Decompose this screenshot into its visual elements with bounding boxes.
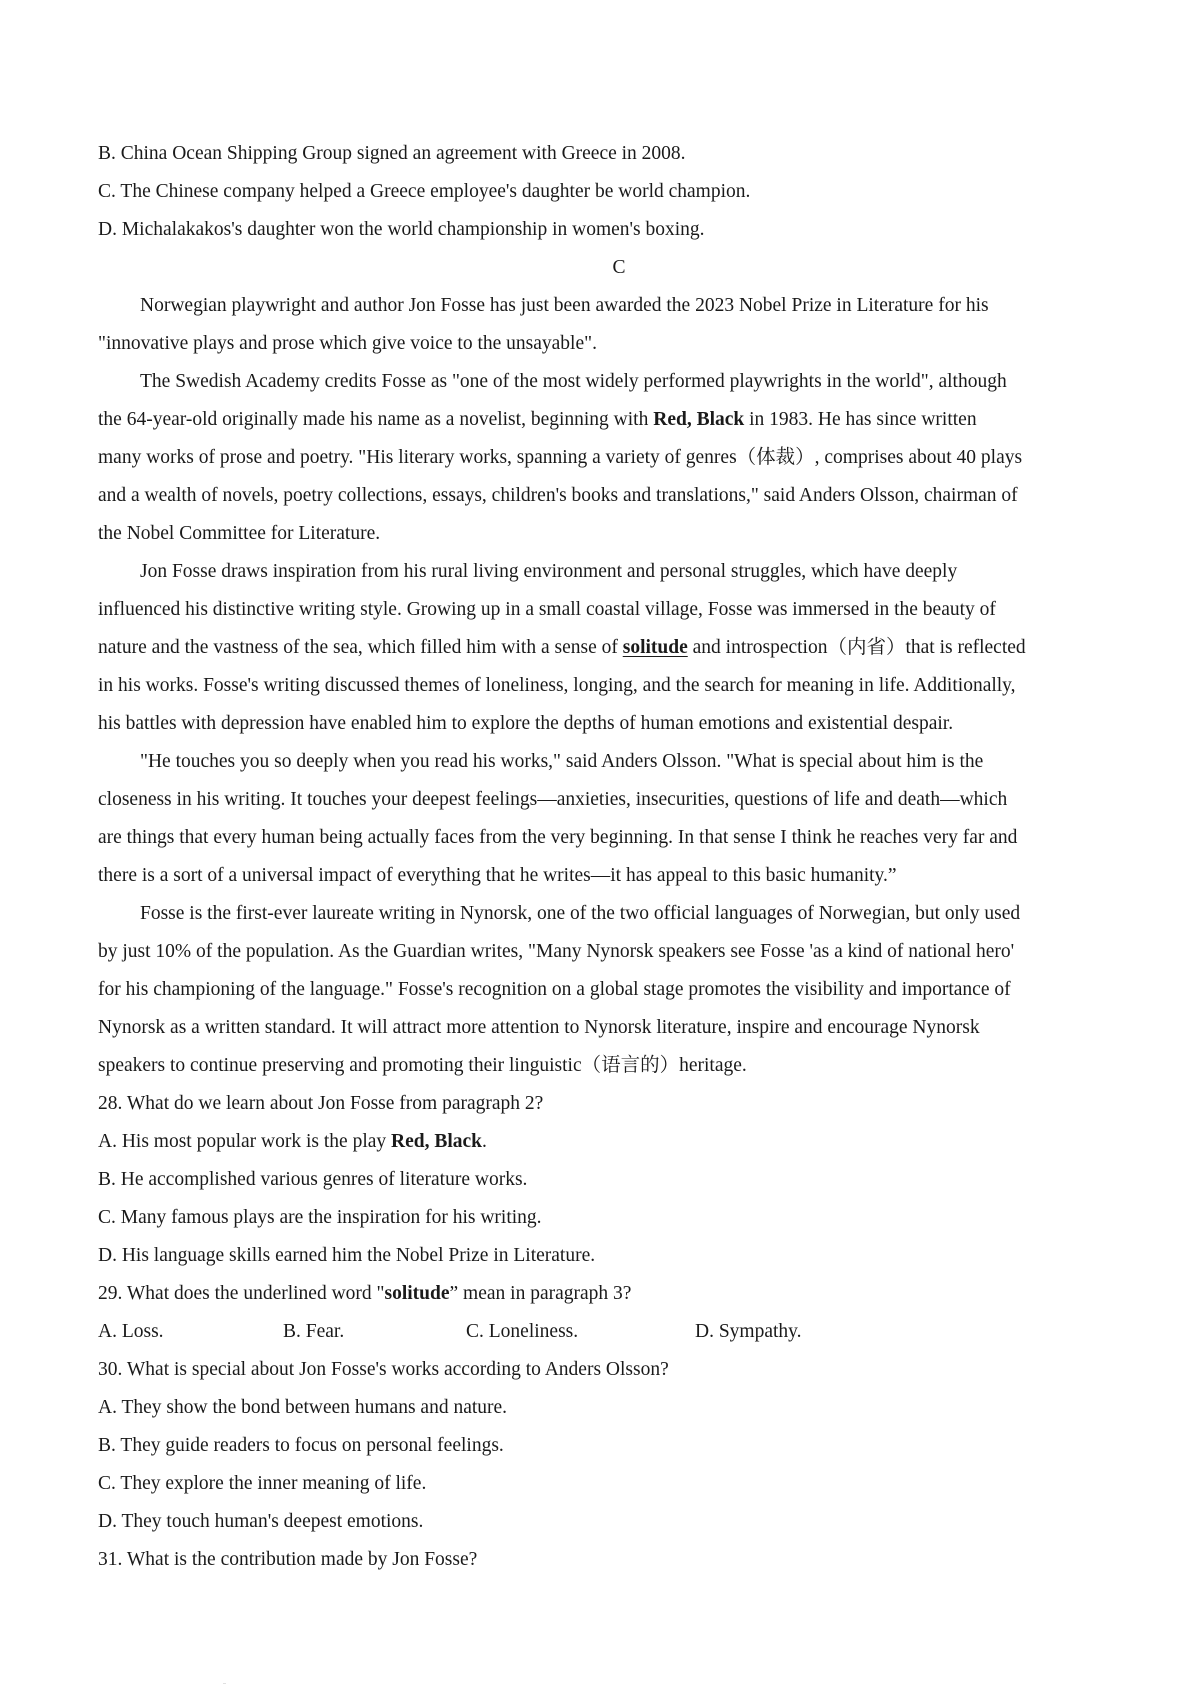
passage-line: "He touches you so deeply when you read his works," said Anders Olsson. "What is special about him is the <box>140 751 984 772</box>
prev-option-c: C. The Chinese company helped a Greece employee's daughter be world champion. <box>98 181 751 202</box>
passage-line: his battles with depression have enabled him to explore the depths of human emotions and existential despair. <box>98 713 954 734</box>
passage-line: Fosse is the first-ever laureate writing in Nynorsk, one of the two official languages of Norwegian, but only used <box>140 903 1021 924</box>
option-c: C. Loneliness. <box>466 1321 579 1342</box>
passage-line <box>98 401 1116 439</box>
book-title-bold: Red, Black <box>653 409 745 430</box>
passage-line: in his works. Fosse's writing discussed themes of loneliness, longing, and the search for meaning in life. Additionally, <box>98 675 1016 696</box>
question-29 <box>98 1275 1116 1351</box>
options-row <box>98 1313 1116 1351</box>
option-a <box>98 1123 1116 1161</box>
question-stem: 28. What do we learn about Jon Fosse from paragraph 2? <box>98 1093 544 1114</box>
option-text: A. His most popular work is the play <box>98 1131 392 1152</box>
passage-text: and introspection（内省）that is reflected <box>687 637 1026 658</box>
exam-page <box>98 135 1116 1579</box>
scan-artifact <box>223 1683 226 1684</box>
passage-line: many works of prose and poetry. "His literary works, spanning a variety of genres（体裁）, comprises about 40 plays <box>98 447 1023 468</box>
keyword-bold: solitude <box>384 1283 450 1304</box>
stem-text: ” mean in paragraph 3? <box>449 1283 632 1304</box>
passage-line: are things that every human being actually faces from the very beginning. In that sense I think he reaches very far and <box>98 827 1018 848</box>
prev-option-b: B. China Ocean Shipping Group signed an agreement with Greece in 2008. <box>98 143 686 164</box>
passage-paragraph-1 <box>98 287 1116 363</box>
question-31 <box>98 1541 1116 1579</box>
option-b: B. They guide readers to focus on personal feelings. <box>98 1435 504 1456</box>
option-c: C. Many famous plays are the inspiration for his writing. <box>98 1207 542 1228</box>
passage-text: in 1983. He has since written <box>744 409 977 430</box>
passage-line: by just 10% of the population. As the Guardian writes, "Many Nynorsk speakers see Fosse 'as a kind of national hero' <box>98 941 1015 962</box>
question-stem: 31. What is the contribution made by Jon Fosse? <box>98 1549 478 1570</box>
passage-line: the Nobel Committee for Literature. <box>98 523 381 544</box>
passage-line <box>98 629 1116 667</box>
question-stem <box>98 1275 1116 1313</box>
passage-line: "innovative plays and prose which give voice to the unsayable". <box>98 333 597 354</box>
passage-paragraph-4 <box>98 743 1116 895</box>
passage-paragraph-5 <box>98 895 1116 1085</box>
question-stem: 30. What is special about Jon Fosse's works according to Anders Olsson? <box>98 1359 669 1380</box>
underlined-word: solitude <box>622 637 688 658</box>
passage-line: Norwegian playwright and author Jon Fosse has just been awarded the 2023 Nobel Prize in Literature for his <box>140 295 989 316</box>
passage-line: and a wealth of novels, poetry collections, essays, children's books and translations," said Anders Olsson, chairman of <box>98 485 1018 506</box>
passage-line: closeness in his writing. It touches your deepest feelings—anxieties, insecurities, questions of life and death—which <box>98 789 1008 810</box>
passage-text: the 64-year-old originally made his name as a novelist, beginning with <box>98 409 654 430</box>
passage-text: nature and the vastness of the sea, which filled him with a sense of <box>98 637 623 658</box>
passage-paragraph-3 <box>98 553 1116 743</box>
passage-line: The Swedish Academy credits Fosse as "one of the most widely performed playwrights in the world", although <box>140 371 1007 392</box>
option-b: B. Fear. <box>283 1321 345 1342</box>
option-d: D. Sympathy. <box>695 1321 802 1342</box>
passage-line: for his championing of the language." Fosse's recognition on a global stage promotes the visibility and importance of <box>98 979 1011 1000</box>
option-a: A. They show the bond between humans and nature. <box>98 1397 508 1418</box>
passage-line: speakers to continue preserving and promoting their linguistic（语言的）heritage. <box>98 1055 747 1076</box>
option-text: . <box>482 1131 487 1152</box>
option-b: B. He accomplished various genres of literature works. <box>98 1169 528 1190</box>
prev-option-d: D. Michalakakos's daughter won the world championship in women's boxing. <box>98 219 705 240</box>
passage-line: there is a sort of a universal impact of everything that he writes—it has appeal to this basic humanity.” <box>98 865 897 886</box>
question-28 <box>98 1085 1116 1275</box>
book-title-bold: Red, Black <box>391 1131 483 1152</box>
question-30 <box>98 1351 1116 1541</box>
option-d: D. They touch human's deepest emotions. <box>98 1511 424 1532</box>
option-d: D. His language skills earned him the Nobel Prize in Literature. <box>98 1245 596 1266</box>
stem-text: 29. What does the underlined word " <box>98 1283 385 1304</box>
section-label: C <box>612 257 626 278</box>
passage-paragraph-2 <box>98 363 1116 553</box>
passage-line: influenced his distinctive writing style. Growing up in a small coastal village, Fosse was immersed in the beauty of <box>98 599 996 620</box>
option-c: C. They explore the inner meaning of life. <box>98 1473 427 1494</box>
option-a: A. Loss. <box>98 1321 164 1342</box>
passage-line: Nynorsk as a written standard. It will attract more attention to Nynorsk literature, inspire and encourage Nynorsk <box>98 1017 980 1038</box>
passage-line: Jon Fosse draws inspiration from his rural living environment and personal struggles, which have deeply <box>140 561 958 582</box>
